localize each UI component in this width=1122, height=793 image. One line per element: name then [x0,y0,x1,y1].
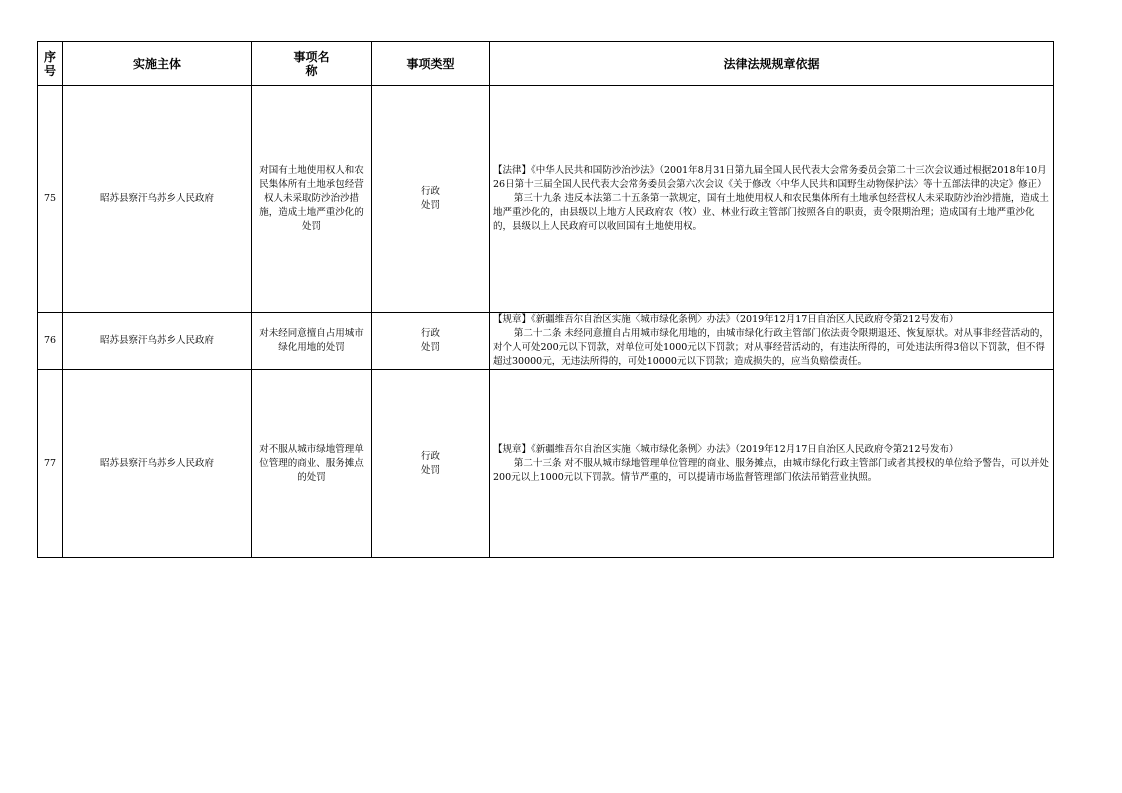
header-basis: 法律法规规章依据 [490,42,1054,86]
row-seq: 75 [38,86,63,313]
table-header-row [38,42,1054,86]
basis-head: 【规章】《新疆维吾尔自治区实施〈城市绿化条例〉办法》（2019年12月17日自治区人民政府令第212号发布） [493,443,959,455]
header-subject: 实施主体 [63,42,252,86]
table-row [38,370,1054,558]
basis-head: 【规章】《新疆维吾尔自治区实施〈城市绿化条例〉办法》（2019年12月17日自治区人民政府令第212号发布） [493,314,959,325]
header-seq: 序号 [38,42,63,86]
row-subject: 昭苏县察汗乌苏乡人民政府 [63,86,252,313]
row-basis [490,370,1054,558]
table-row [38,86,1054,313]
row-item-name: 对不服从城市绿地管理单位管理的商业、服务摊点的处罚 [252,370,372,558]
row-subject: 昭苏县察汗乌苏乡人民政府 [63,370,252,558]
row-item-name: 对未经同意擅自占用城市绿化用地的处罚 [252,313,372,370]
row-seq: 77 [38,370,63,558]
header-item-type: 事项类型 [372,42,490,86]
basis-body: 第三十九条 违反本法第二十五条第一款规定，国有土地使用权人和农民集体所有土地承包经营权人未采取防沙治沙措施，造成土地严重沙化的，由县级以上地方人民政府农（牧）业、林业行政主管部门按照各自的职责，责令限期治理；造成国有土地严重沙化的，县级以上人民政府可以收回国有土地使用权。 [493,193,1049,232]
header-item-name: 事项名称 [252,42,372,86]
row-basis [490,313,1054,370]
row-item-name: 对国有土地使用权人和农民集体所有土地承包经营权人未采取防沙治沙措施，造成土地严重沙化的处罚 [252,86,372,313]
row-subject: 昭苏县察汗乌苏乡人民政府 [63,313,252,370]
basis-body: 第二十二条 未经同意擅自占用城市绿化用地的，由城市绿化行政主管部门依法责令限期退还、恢复原状。对从事非经营活动的，对个人可处200元以下罚款，对单位可处1000元以下罚款；对从事经营活动的，有违法所得的，可处违法所得3倍以下罚款，但不得超过30000元，无违法所得的，可处10000元以下罚款；造成损失的，应当负赔偿责任。 [493,328,1049,367]
row-basis [490,86,1054,313]
row-item-type: 行政处罚 [372,86,490,313]
law-enforcement-table [37,41,1054,558]
row-item-type: 行政处罚 [372,313,490,370]
table-row [38,313,1054,370]
basis-body: 第二十三条 对不服从城市绿地管理单位管理的商业、服务摊点，由城市绿化行政主管部门或者其授权的单位给予警告，可以并处200元以上1000元以下罚款。情节严重的，可以提请市场监督管理部门依法吊销营业执照。 [493,457,1049,483]
basis-head: 【法律】《中华人民共和国防沙治沙法》（2001年8月31日第九届全国人民代表大会常务委员会第二十三次会议通过根据2018年10月26日第十三届全国人民代表大会常务委员会第六次会议《关于修改〈中华人民共和国野生动物保护法〉等十五部法律的决定》修正） [493,165,1047,190]
row-item-type: 行政处罚 [372,370,490,558]
row-seq: 76 [38,313,63,370]
